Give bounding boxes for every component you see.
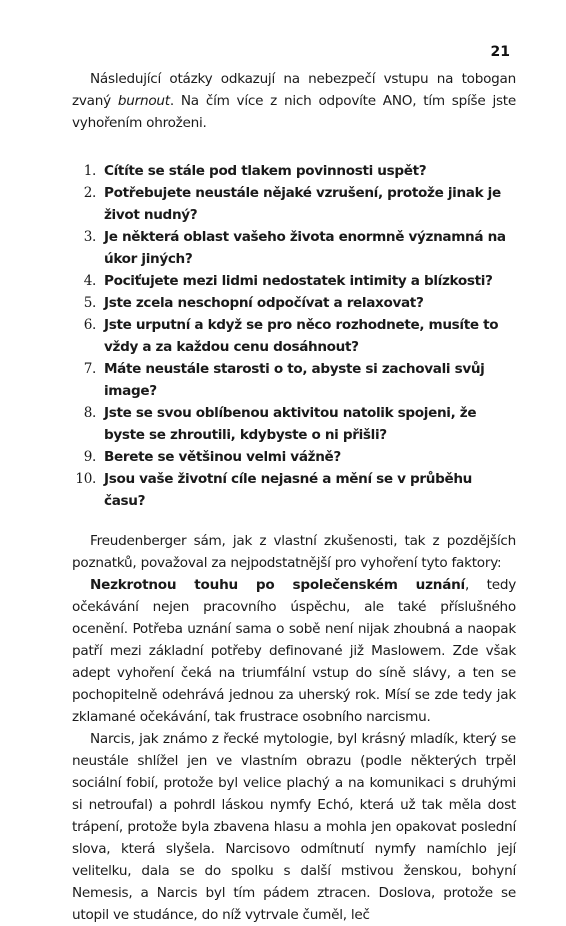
narcis-paragraph: Narcis, jak známo z řecké mytologie, byl krásný mladík, který se neustále shlížel jen ve vlastním obrazu (podle některých trpěl sociální fobií, protože byl velice plachý a na komunikaci s druhými si netroufal) a pohrdl láskou nymfy Echó, která už tak měla dost trápení, protože byla zbavena hlasu a mohla jen opakovat poslední slova, která slyšela. Narcisovo odmítnutí nymfy namíchlo její velitelku, dala se do spolku s další mstivou ženskou, bohyní Nemesis, a Narcis byl tím pádem ztracen. Doslova, protože se utopil ve studánce, do níž vytrvale čuměl, leč [72,731,516,923]
question-item [72,314,516,358]
question-item [72,160,516,182]
question-number: 6. [83,317,96,333]
question-item [72,358,516,402]
recognition-lead: Nezkrotnou touhu po společenském uznání [90,577,465,593]
intro-paragraph [72,68,516,134]
question-text: Jsou vaše životní cíle nejasné a mění se v průběhu času? [104,471,473,509]
question-number: 10. [75,471,96,487]
question-item [72,226,516,270]
page-number: 21 [490,44,510,60]
question-text: Je některá oblast vašeho života enormně významná na úkor jiných? [104,229,506,267]
question-text: Jste urputní a když se pro něco rozhodnete, musíte to vždy a za každou cenu dosáhnout? [104,317,499,355]
intro-term: burnout [117,93,170,109]
question-item [72,270,516,292]
question-number: 7. [83,361,96,377]
recognition-text: , tedy očekávání nejen pracovního úspěchu, ale také příslušného ocenění. Potřeba uznání sama o sobě není nijak zhoubná a naopak patří mezi základní potřeby definované již Maslowem. Zde však adept vyhoření čeká na triumfální vstup do síně slávy, a ten se pochopitelně odehrává jednou za uherský rok. Mísí se zde tedy jak zklamané očekávání, tak frustrace osobního narcismu. [72,577,516,725]
question-text: Pociťujete mezi lidmi nedostatek intimity a blízkosti? [104,273,493,289]
question-number: 5. [83,295,96,311]
intro-text-part1: Následující otázky odkazují na nebezpečí vstupu na tobogan zvaný [72,71,516,109]
question-text: Cítíte se stále pod tlakem povinnosti uspět? [104,163,427,179]
question-text: Jste se svou oblíbenou aktivitou natolik spojeni, že byste se zhroutili, kdybyste o ni přišli? [104,405,477,443]
question-text: Berete se většinou velmi vážně? [104,449,341,465]
question-item [72,182,516,226]
question-text: Máte neustále starosti o to, abyste si zachovali svůj image? [104,361,485,399]
question-list [72,160,516,512]
question-item [72,402,516,446]
page-body [72,68,516,926]
intro-text-part2: . Na čím více z nich odpovíte ANO, tím spíše jste vyhořením ohroženi. [72,93,517,131]
question-item [72,468,516,512]
question-number: 4. [83,273,96,289]
question-number: 3. [83,229,96,245]
question-number: 8. [83,405,96,421]
freudenberger-paragraph: Freudenberger sám, jak z vlastní zkušenosti, tak z pozdějších poznatků, považoval za nejpodstatnější pro vyhoření tyto faktory: [72,533,516,571]
question-text: Jste zcela neschopní odpočívat a relaxovat? [104,295,424,311]
question-number: 9. [83,449,96,465]
question-item [72,292,516,314]
question-number: 2. [83,185,96,201]
question-text: Potřebujete neustále nějaké vzrušení, protože jinak je život nudný? [104,185,501,223]
recognition-paragraph [72,574,516,728]
question-number: 1. [83,163,96,179]
question-item [72,446,516,468]
